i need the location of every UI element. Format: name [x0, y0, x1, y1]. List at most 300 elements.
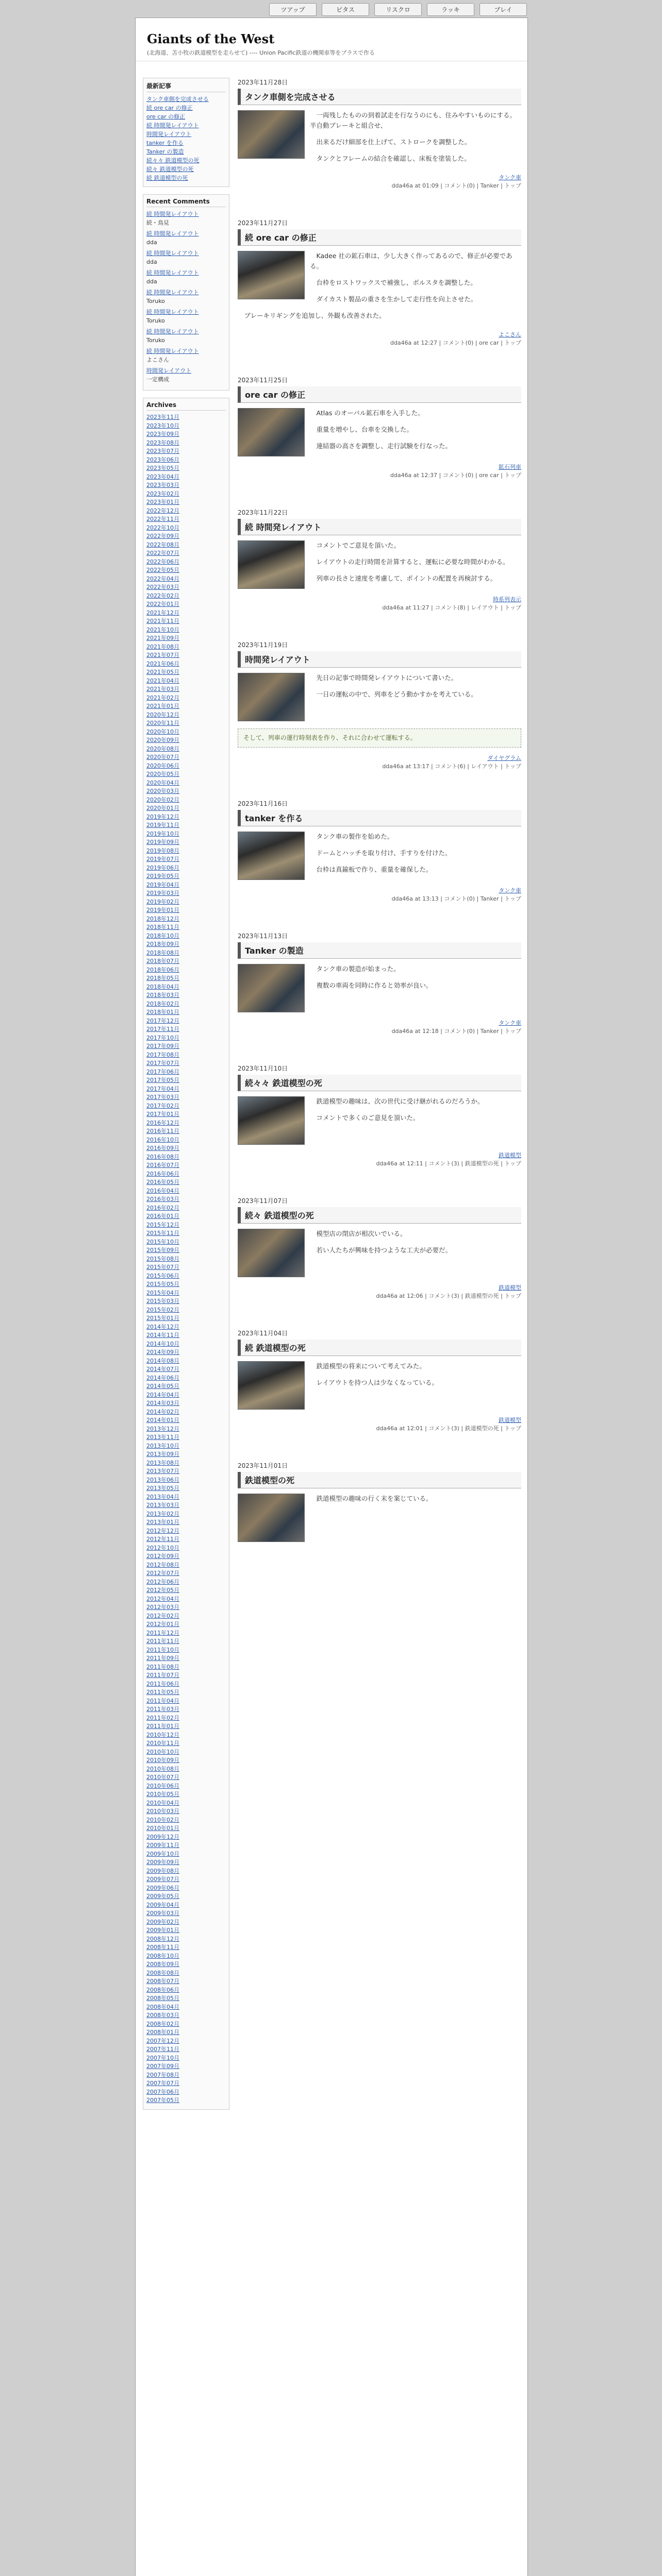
archive-link[interactable]: 2014年10月 — [146, 1340, 179, 1347]
post-tag-link[interactable]: 鉱石列車 — [499, 464, 521, 470]
archive-link[interactable]: 2018年01月 — [146, 1009, 179, 1015]
blog-post — [238, 1329, 521, 1432]
post-tag-link[interactable]: 鉄道模型 — [499, 1417, 521, 1423]
archive-link[interactable]: 2017年06月 — [146, 1068, 179, 1075]
recent-comment-link[interactable]: 続 時間発レイアウト — [146, 348, 199, 354]
archive-link[interactable]: 2021年07月 — [146, 652, 179, 658]
archive-link[interactable]: 2012年07月 — [146, 1570, 179, 1577]
archive-link[interactable]: 2016年03月 — [146, 1196, 179, 1202]
archive-link[interactable]: 2012年12月 — [146, 1527, 179, 1534]
archive-link[interactable]: 2014年01月 — [146, 1417, 179, 1423]
recent-comment-link[interactable]: 時間発レイアウト — [146, 367, 192, 374]
post-title[interactable]: タンク車側を完成させる — [238, 89, 521, 105]
nav-button[interactable]: ラッキ — [427, 3, 474, 16]
post-paragraph: レイアウトを持つ人は少なくなっている。 — [316, 1379, 439, 1386]
post-paragraph: 模型店の閉店が相次いでいる。 — [316, 1230, 407, 1238]
archive-link[interactable]: 2022年11月 — [146, 516, 179, 522]
archive-link[interactable]: 2017年01月 — [146, 1111, 179, 1117]
recent-comment-link[interactable]: 続 時間発レイアウト — [146, 211, 199, 217]
recent-comment-author: 一定構成 — [146, 376, 169, 383]
archive-link[interactable]: 2014年11月 — [146, 1332, 179, 1338]
archive-link[interactable]: 2010年04月 — [146, 1799, 179, 1806]
archive-link[interactable]: 2007年07月 — [146, 2080, 179, 2087]
archive-link[interactable]: 2009年12月 — [146, 1833, 179, 1840]
archive-link[interactable]: 2014年04月 — [146, 1391, 179, 1398]
archive-link[interactable]: 2023年11月 — [146, 414, 179, 420]
archive-link[interactable]: 2013年06月 — [146, 1476, 179, 1483]
site-title[interactable]: Giants of the West — [147, 31, 275, 46]
archive-link[interactable]: 2009年06月 — [146, 1884, 179, 1891]
archive-link[interactable]: 2012年08月 — [146, 1561, 179, 1568]
archive-link[interactable]: 2017年10月 — [146, 1034, 179, 1041]
archive-link[interactable]: 2015年08月 — [146, 1255, 179, 1262]
post-photo[interactable] — [238, 408, 305, 456]
recent-comment-author: 続・鳥見 — [146, 219, 169, 226]
post-photo[interactable] — [238, 1361, 305, 1410]
recent-post-link[interactable]: 続々 鉄道模型の死 — [146, 166, 194, 173]
archive-link[interactable]: 2009年05月 — [146, 1893, 179, 1900]
archive-link[interactable]: 2010年11月 — [146, 1740, 179, 1747]
archive-link[interactable]: 2010年01月 — [146, 1825, 179, 1832]
archive-link[interactable]: 2017年05月 — [146, 1077, 179, 1083]
archive-link[interactable]: 2014年12月 — [146, 1323, 179, 1330]
archive-link[interactable]: 2020年11月 — [146, 720, 179, 726]
post-date: 2023年11月19日 — [238, 641, 288, 649]
archive-link[interactable]: 2023年06月 — [146, 456, 179, 463]
archive-link[interactable]: 2013年08月 — [146, 1459, 179, 1466]
blog-post — [238, 1196, 521, 1300]
archive-link[interactable]: 2013年10月 — [146, 1442, 179, 1449]
archive-link[interactable]: 2020年02月 — [146, 796, 179, 803]
archive-link[interactable]: 2021年04月 — [146, 677, 179, 684]
archive-link[interactable]: 2018年06月 — [146, 966, 179, 973]
post-meta: dda46a at 13:13 | コメント(0) | Tanker | トップ — [391, 895, 521, 902]
archive-link[interactable]: 2012年11月 — [146, 1536, 179, 1543]
post-title[interactable]: 続 時間発レイアウト — [238, 519, 521, 535]
post-tag-link[interactable]: ダイヤグラム — [487, 755, 521, 761]
archive-link[interactable]: 2008年10月 — [146, 1952, 179, 1959]
post-footer — [238, 1283, 521, 1300]
post-tag-link[interactable]: 鉄道模型 — [499, 1152, 521, 1159]
archive-link[interactable]: 2010年08月 — [146, 1765, 179, 1772]
recent-comment-link[interactable]: 続 時間発レイアウト — [146, 328, 199, 335]
post-footer — [238, 754, 521, 770]
archive-link[interactable]: 2013年03月 — [146, 1502, 179, 1509]
archive-link[interactable]: 2023年09月 — [146, 431, 179, 437]
archive-link[interactable]: 2007年11月 — [146, 2046, 179, 2053]
post-meta: dda46a at 11:27 | コメント(8) | レイアウト | トップ — [382, 604, 521, 611]
post-photo[interactable] — [238, 673, 305, 721]
archive-link[interactable]: 2019年02月 — [146, 898, 179, 905]
post-title[interactable]: tanker を作る — [238, 810, 521, 826]
archive-link[interactable]: 2013年01月 — [146, 1519, 179, 1526]
archive-link[interactable]: 2020年03月 — [146, 788, 179, 794]
archive-link[interactable]: 2018年11月 — [146, 924, 179, 930]
page-container — [135, 18, 528, 2576]
archive-link[interactable]: 2021年10月 — [146, 626, 179, 633]
recent-comment-link[interactable]: 続 時間発レイアウト — [146, 230, 199, 237]
archive-link[interactable]: 2023年07月 — [146, 448, 179, 454]
archive-link[interactable]: 2012年02月 — [146, 1612, 179, 1619]
post-title[interactable]: Tanker の製造 — [238, 942, 521, 959]
archive-link[interactable]: 2008年08月 — [146, 1969, 179, 1976]
archive-link[interactable]: 2009年10月 — [146, 1850, 179, 1857]
archive-link[interactable]: 2008年06月 — [146, 1986, 179, 1993]
post-tag-link[interactable]: 鉄道模型 — [499, 1284, 521, 1291]
recent-comment-author: dda — [146, 239, 157, 246]
archive-link[interactable]: 2022年03月 — [146, 584, 179, 590]
archive-link[interactable]: 2022年02月 — [146, 592, 179, 599]
archive-link[interactable]: 2020年07月 — [146, 754, 179, 760]
archive-link[interactable]: 2007年06月 — [146, 2088, 179, 2095]
archive-link[interactable]: 2015年09月 — [146, 1247, 179, 1253]
post-paragraph: 鉄道模型の趣味は、次の世代に受け継がれるのだろうか。 — [316, 1097, 484, 1105]
archive-link[interactable]: 2011年10月 — [146, 1646, 179, 1653]
archive-link[interactable]: 2015年04月 — [146, 1289, 179, 1296]
nav-button[interactable]: リスクロ — [374, 3, 422, 16]
archive-link[interactable]: 2019年05月 — [146, 873, 179, 879]
post-paragraph: タンク車の製作を始めた。 — [316, 833, 394, 840]
archive-link[interactable]: 2013年05月 — [146, 1485, 179, 1492]
archive-link[interactable]: 2017年04月 — [146, 1085, 179, 1092]
archive-link[interactable]: 2016年07月 — [146, 1162, 179, 1168]
archive-link[interactable]: 2022年01月 — [146, 601, 179, 607]
archive-link[interactable]: 2022年07月 — [146, 550, 179, 556]
archive-link[interactable]: 2023年10月 — [146, 422, 179, 429]
archive-link[interactable]: 2013年09月 — [146, 1451, 179, 1458]
archive-link[interactable]: 2017年07月 — [146, 1060, 179, 1066]
post-meta: dda46a at 12:11 | コメント(3) | 鉄道模型の死 | トップ — [376, 1160, 521, 1167]
archive-link[interactable]: 2007年08月 — [146, 2071, 179, 2078]
archive-link[interactable]: 2020年05月 — [146, 771, 179, 777]
archive-link[interactable]: 2018年12月 — [146, 915, 179, 922]
archive-link[interactable]: 2010年07月 — [146, 1774, 179, 1781]
archive-link[interactable]: 2019年03月 — [146, 890, 179, 896]
archive-link[interactable]: 2011年01月 — [146, 1723, 179, 1730]
archive-link[interactable]: 2022年08月 — [146, 541, 179, 548]
blog-post — [238, 508, 521, 612]
archive-link[interactable]: 2012年01月 — [146, 1621, 179, 1628]
archive-link[interactable]: 2011年11月 — [146, 1638, 179, 1645]
post-title[interactable]: 続 鉄道模型の死 — [238, 1340, 521, 1356]
archive-link[interactable]: 2008年04月 — [146, 2003, 179, 2010]
post-meta: dda46a at 12:01 | コメント(3) | 鉄道模型の死 | トップ — [376, 1425, 521, 1432]
archive-link[interactable]: 2011年04月 — [146, 1697, 179, 1704]
archive-link[interactable]: 2015年02月 — [146, 1306, 179, 1313]
archive-link[interactable]: 2007年12月 — [146, 2037, 179, 2044]
post-body — [238, 1361, 521, 1413]
archive-link[interactable]: 2023年02月 — [146, 490, 179, 497]
archive-link[interactable]: 2020年08月 — [146, 745, 179, 752]
archive-link[interactable]: 2019年09月 — [146, 839, 179, 845]
post-date: 2023年11月16日 — [238, 800, 288, 807]
archive-link[interactable]: 2016年04月 — [146, 1187, 179, 1194]
archive-link[interactable]: 2012年06月 — [146, 1578, 179, 1585]
archive-link[interactable]: 2022年04月 — [146, 575, 179, 582]
archive-link[interactable]: 2014年05月 — [146, 1383, 179, 1389]
post-meta: dda46a at 01:09 | コメント(0) | Tanker | トップ — [391, 182, 521, 189]
post-paragraph: 重量を増やし、台車を交換した。 — [316, 426, 413, 433]
post-photo[interactable] — [238, 832, 305, 880]
post-footer — [238, 886, 521, 903]
archive-link[interactable]: 2021年06月 — [146, 660, 179, 667]
archive-link[interactable]: 2019年07月 — [146, 856, 179, 862]
post-paragraph: Atlas のオーバル鉱石車を入手した。 — [316, 409, 424, 417]
archive-link[interactable]: 2020年12月 — [146, 711, 179, 718]
archive-link[interactable]: 2021年02月 — [146, 694, 179, 701]
post-tag-link[interactable]: 時系列表示 — [493, 596, 521, 603]
archive-link[interactable]: 2015年12月 — [146, 1221, 179, 1228]
archive-link[interactable]: 2022年05月 — [146, 567, 179, 573]
archive-link[interactable]: 2016年01月 — [146, 1213, 179, 1219]
archive-link[interactable]: 2020年06月 — [146, 762, 179, 769]
archive-link[interactable]: 2018年03月 — [146, 992, 179, 998]
recent-comment-link[interactable]: 続 時間発レイアウト — [146, 309, 199, 315]
archive-link[interactable]: 2018年07月 — [146, 958, 179, 964]
archive-link[interactable]: 2014年09月 — [146, 1349, 179, 1355]
recent-post-link[interactable]: 続 ore car の修正 — [146, 105, 193, 111]
archive-link[interactable]: 2008年05月 — [146, 1995, 179, 2002]
post-tag-link[interactable]: よこさん — [499, 331, 521, 338]
archive-link[interactable]: 2019年10月 — [146, 830, 179, 837]
archive-link[interactable]: 2009年04月 — [146, 1901, 179, 1908]
recent-comment-link[interactable]: 続 時間発レイアウト — [146, 250, 199, 257]
archive-link[interactable]: 2020年01月 — [146, 805, 179, 811]
archive-link[interactable]: 2015年03月 — [146, 1298, 179, 1304]
archive-link[interactable]: 2007年05月 — [146, 2097, 179, 2104]
archive-link[interactable]: 2008年12月 — [146, 1935, 179, 1942]
archive-link[interactable]: 2023年04月 — [146, 473, 179, 480]
archive-link[interactable]: 2013年12月 — [146, 1425, 179, 1432]
archive-link[interactable]: 2013年02月 — [146, 1510, 179, 1517]
nav-button[interactable]: ピタス — [322, 3, 369, 16]
archive-link[interactable]: 2015年10月 — [146, 1238, 179, 1245]
recent-comment-author: Toruko — [146, 317, 165, 324]
archive-link[interactable]: 2009年09月 — [146, 1859, 179, 1866]
archive-link[interactable]: 2014年02月 — [146, 1408, 179, 1415]
archive-link[interactable]: 2016年08月 — [146, 1153, 179, 1160]
archive-link[interactable]: 2016年09月 — [146, 1145, 179, 1151]
archive-link[interactable]: 2012年03月 — [146, 1604, 179, 1611]
post-photo[interactable] — [238, 964, 305, 1012]
archive-link[interactable]: 2021年09月 — [146, 635, 179, 641]
post-body — [238, 1096, 521, 1148]
archive-link[interactable]: 2008年09月 — [146, 1961, 179, 1968]
archive-link[interactable]: 2015年07月 — [146, 1264, 179, 1270]
archive-link[interactable]: 2010年06月 — [146, 1782, 179, 1789]
archive-link[interactable]: 2022年10月 — [146, 524, 179, 531]
archive-link[interactable]: 2015年06月 — [146, 1272, 179, 1279]
post-title[interactable]: 時間発レイアウト — [238, 651, 521, 668]
nav-button[interactable]: ブレイ — [479, 3, 527, 16]
post-tag-link[interactable]: タンク車 — [499, 1020, 521, 1026]
archive-link[interactable]: 2019年08月 — [146, 847, 179, 854]
archive-link[interactable]: 2018年05月 — [146, 975, 179, 981]
archive-link[interactable]: 2011年03月 — [146, 1706, 179, 1713]
archive-link[interactable]: 2011年06月 — [146, 1680, 179, 1687]
archive-link[interactable]: 2007年09月 — [146, 2063, 179, 2070]
archive-link[interactable]: 2012年04月 — [146, 1595, 179, 1602]
post-tag-link[interactable]: タンク車 — [499, 887, 521, 894]
archive-link[interactable]: 2013年07月 — [146, 1468, 179, 1475]
post-tag — [238, 173, 521, 181]
archive-link[interactable]: 2013年04月 — [146, 1493, 179, 1500]
recent-post-link[interactable]: Tanker の製造 — [146, 148, 184, 155]
archive-link[interactable]: 2013年11月 — [146, 1434, 179, 1440]
archive-link[interactable]: 2022年12月 — [146, 507, 179, 514]
archive-link[interactable]: 2021年03月 — [146, 686, 179, 692]
archive-link[interactable]: 2014年06月 — [146, 1374, 179, 1381]
archive-link[interactable]: 2014年07月 — [146, 1366, 179, 1372]
archive-link[interactable]: 2009年03月 — [146, 1910, 179, 1917]
archive-link[interactable]: 2007年10月 — [146, 2054, 179, 2061]
archive-link[interactable]: 2012年05月 — [146, 1587, 179, 1594]
archive-link[interactable]: 2010年10月 — [146, 1748, 179, 1755]
recent-post-link[interactable]: 続 時間発レイアウト — [146, 122, 199, 129]
archive-link[interactable]: 2015年05月 — [146, 1281, 179, 1287]
recent-post-link[interactable]: 続 鉄道模型の死 — [146, 175, 188, 181]
archive-link[interactable]: 2017年12月 — [146, 1017, 179, 1024]
recent-comment-author: dda — [146, 278, 157, 285]
archive-link[interactable]: 2010年05月 — [146, 1791, 179, 1798]
archive-link[interactable]: 2014年08月 — [146, 1357, 179, 1364]
post-title[interactable]: 鉄道模型の死 — [238, 1472, 521, 1488]
post-body — [238, 110, 521, 170]
post-photo[interactable] — [238, 1494, 305, 1542]
archive-link[interactable]: 2016年12月 — [146, 1119, 179, 1126]
archive-link[interactable]: 2009年08月 — [146, 1867, 179, 1874]
archive-link[interactable]: 2011年09月 — [146, 1655, 179, 1662]
archive-link[interactable]: 2019年12月 — [146, 813, 179, 820]
archive-link[interactable]: 2016年06月 — [146, 1170, 179, 1177]
blog-post — [238, 1064, 521, 1167]
archive-link[interactable]: 2019年04月 — [146, 881, 179, 888]
archive-link[interactable]: 2015年01月 — [146, 1315, 179, 1321]
post-meta: dda46a at 12:06 | コメント(3) | 鉄道模型の死 | トップ — [376, 1293, 521, 1299]
archive-link[interactable]: 2021年05月 — [146, 669, 179, 675]
archive-link[interactable]: 2016年05月 — [146, 1179, 179, 1185]
archive-link[interactable]: 2018年02月 — [146, 1000, 179, 1007]
archive-link[interactable]: 2016年02月 — [146, 1204, 179, 1211]
archive-link[interactable]: 2017年09月 — [146, 1043, 179, 1049]
archive-link[interactable]: 2010年12月 — [146, 1731, 179, 1738]
recent-comment-link[interactable]: 続 時間発レイアウト — [146, 289, 199, 296]
archive-link[interactable]: 2010年02月 — [146, 1816, 179, 1823]
archive-link[interactable]: 2020年10月 — [146, 728, 179, 735]
archive-link[interactable]: 2011年02月 — [146, 1714, 179, 1721]
recent-comment-author: Toruko — [146, 337, 165, 344]
archive-link[interactable]: 2022年09月 — [146, 533, 179, 539]
post-title[interactable]: 続々々 鉄道模型の死 — [238, 1075, 521, 1091]
archive-link[interactable]: 2019年11月 — [146, 822, 179, 828]
archive-link[interactable]: 2014年03月 — [146, 1400, 179, 1406]
archive-link[interactable]: 2018年09月 — [146, 941, 179, 947]
archives-list — [146, 413, 226, 2105]
archive-link[interactable]: 2017年11月 — [146, 1026, 179, 1032]
archive-link[interactable]: 2018年08月 — [146, 949, 179, 956]
archive-link[interactable]: 2009年07月 — [146, 1876, 179, 1883]
archive-link[interactable]: 2019年01月 — [146, 907, 179, 913]
archive-link[interactable]: 2008年03月 — [146, 2012, 179, 2019]
archive-link[interactable]: 2018年04月 — [146, 983, 179, 990]
post-footer — [238, 463, 521, 479]
post-paragraph: コメントで多くのご意見を頂いた。 — [316, 1114, 420, 1122]
archive-link[interactable]: 2017年08月 — [146, 1051, 179, 1058]
archive-link[interactable]: 2009年01月 — [146, 1927, 179, 1934]
archive-link[interactable]: 2023年01月 — [146, 499, 179, 505]
recent-comment-item — [146, 327, 226, 345]
archive-link[interactable]: 2021年08月 — [146, 643, 179, 650]
archive-link[interactable]: 2011年05月 — [146, 1689, 179, 1696]
post-title[interactable]: 続々 鉄道模型の死 — [238, 1207, 521, 1224]
recent-post-link[interactable]: 続々々 鉄道模型の死 — [146, 157, 200, 164]
archive-link[interactable]: 2011年08月 — [146, 1663, 179, 1670]
recent-comment-item — [146, 210, 226, 227]
post-title[interactable]: 続 ore car の修正 — [238, 229, 521, 246]
recent-post-link[interactable]: tanker を作る — [146, 140, 184, 146]
archive-link[interactable]: 2012年10月 — [146, 1544, 179, 1551]
archive-link[interactable]: 2019年06月 — [146, 864, 179, 871]
archive-link[interactable]: 2020年09月 — [146, 737, 179, 743]
recent-post-link[interactable]: タンク車側を完成させる — [146, 96, 209, 103]
archive-link[interactable]: 2012年09月 — [146, 1553, 179, 1560]
post-photo[interactable] — [238, 540, 305, 589]
archive-link[interactable]: 2021年01月 — [146, 703, 179, 709]
archive-link[interactable]: 2008年01月 — [146, 2029, 179, 2036]
post-paragraph: 鉄道模型の趣味の行く末を案じている。 — [316, 1495, 433, 1502]
nav-button[interactable]: ツアップ — [269, 3, 317, 16]
archive-link[interactable]: 2010年03月 — [146, 1808, 179, 1815]
archive-link[interactable]: 2011年12月 — [146, 1629, 179, 1636]
post-photo[interactable] — [238, 1096, 305, 1145]
archive-link[interactable]: 2017年02月 — [146, 1102, 179, 1109]
post-tag-link[interactable]: タンク車 — [499, 174, 521, 181]
recent-comment-author: Toruko — [146, 298, 165, 304]
post-body — [238, 540, 521, 592]
archive-link[interactable]: 2023年05月 — [146, 465, 179, 471]
archive-link[interactable]: 2008年02月 — [146, 2020, 179, 2027]
archive-link[interactable]: 2008年07月 — [146, 1978, 179, 1985]
post-tag — [238, 886, 521, 894]
recent-post-link[interactable]: 時間発レイアウト — [146, 131, 192, 138]
archive-link[interactable]: 2016年11月 — [146, 1128, 179, 1134]
archive-link[interactable]: 2020年04月 — [146, 779, 179, 786]
archive-link[interactable]: 2011年07月 — [146, 1672, 179, 1679]
archive-link[interactable]: 2021年12月 — [146, 609, 179, 616]
archive-link[interactable]: 2023年03月 — [146, 482, 179, 488]
archive-link[interactable]: 2023年08月 — [146, 439, 179, 446]
archive-link[interactable]: 2017年03月 — [146, 1094, 179, 1100]
archive-link[interactable]: 2009年11月 — [146, 1842, 179, 1849]
post-quote: そして、列車の運行時刻表を作り、それに合わせて運転する。 — [238, 728, 521, 748]
archive-link[interactable]: 2016年10月 — [146, 1136, 179, 1143]
archive-link[interactable]: 2015年11月 — [146, 1230, 179, 1236]
post-footer — [238, 1019, 521, 1035]
archive-link[interactable]: 2010年09月 — [146, 1757, 179, 1764]
archive-link[interactable]: 2008年11月 — [146, 1944, 179, 1951]
post-title[interactable]: ore car の修正 — [238, 386, 521, 403]
archive-link[interactable]: 2009年02月 — [146, 1918, 179, 1925]
post-photo[interactable] — [238, 110, 305, 159]
recent-post-link[interactable]: ore car の修正 — [146, 113, 186, 120]
post-photo[interactable] — [238, 251, 305, 299]
archive-link[interactable]: 2021年11月 — [146, 618, 179, 624]
archive-link[interactable]: 2018年10月 — [146, 932, 179, 939]
post-paragraph: タンク車の製造が始まった。 — [316, 965, 400, 973]
recent-comment-link[interactable]: 続 時間発レイアウト — [146, 269, 199, 276]
archive-link[interactable]: 2022年06月 — [146, 558, 179, 565]
post-photo[interactable] — [238, 1229, 305, 1277]
